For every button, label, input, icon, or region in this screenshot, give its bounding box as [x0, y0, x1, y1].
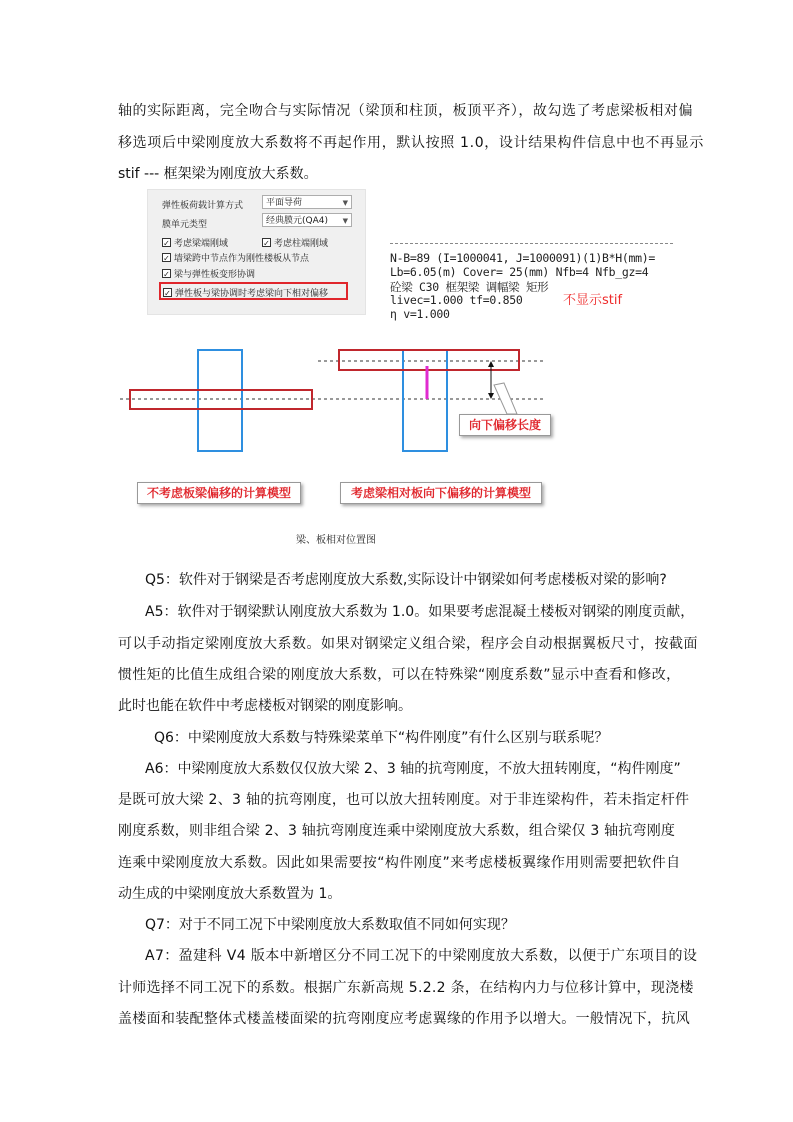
checkbox-label: 考虑柱端刚域: [274, 239, 329, 249]
checkmark-icon: ✓: [263, 239, 270, 248]
checkbox-label: 弹性板与梁协调时考虑梁向下相对偏移: [175, 289, 329, 299]
result-line-4: livec=1.000 tf=0.850: [390, 293, 523, 307]
load-mode-select[interactable]: [262, 195, 352, 209]
a7-line-2: 计师选择不同工况下的系数。根据广东新高规 5.2.2 条，在结构内力与位移计算中，现浇楼: [118, 980, 694, 996]
checkmark-icon: ✓: [163, 239, 170, 248]
load-mode-label: 弹性板荷载计算方式: [162, 201, 244, 211]
model-label-right: 考虑梁相对板向下偏移的计算模型: [340, 482, 542, 504]
checkmark-icon: ✓: [163, 254, 170, 263]
q6-line: Q6：中梁刚度放大系数与特殊梁菜单下“构件刚度”有什么区别与联系呢？: [154, 730, 609, 746]
beam-left: [130, 390, 312, 409]
element-type-label: 膜单元类型: [162, 220, 208, 230]
result-line-1: N-B=89 (I=1000041, J=1000091)(1)B*H(mm)=: [390, 251, 655, 265]
element-type-value: 经典膜元(QA4): [266, 216, 328, 226]
a7-line-1: A7：盈建科 V4 版本中新增区分不同工况下的中梁刚度放大系数，以便于广东项目的设: [145, 948, 698, 964]
checkbox-column-end-rigid[interactable]: [262, 236, 328, 249]
checkbox-label: 考虑梁端刚域: [174, 239, 229, 249]
callout-pointer: [494, 383, 517, 414]
a7-line-3: 盖楼面和装配整体式楼盖楼面梁的抗弯刚度应考虑翼缘的作用予以增大。一般情况下，抗风: [118, 1011, 690, 1027]
element-type-select[interactable]: [262, 213, 352, 227]
chevron-down-icon: ▼: [342, 217, 348, 225]
intro-line-1: 轴的实际距离，完全吻合与实际情况（梁顶和柱顶，板顶平齐），故勾选了考虑梁板相对偏: [118, 103, 693, 119]
figure-caption: 梁、板相对位置图: [296, 535, 376, 546]
no-stif-note: 不显示stif: [563, 293, 623, 308]
load-mode-value: 平面导荷: [266, 198, 303, 208]
checkbox-label: 梁与弹性板变形协调: [174, 270, 256, 280]
checkbox-beam-end-rigid[interactable]: [162, 236, 228, 249]
chevron-down-icon: ▼: [342, 199, 348, 207]
column-right: [403, 350, 447, 451]
a6-line-1: A6：中梁刚度放大系数仅仅放大梁 2、3 轴的抗弯刚度，不放大扭转刚度，“构件刚度”: [145, 761, 681, 777]
offset-length-label: 向下偏移长度: [459, 414, 551, 436]
checkbox-label: 墙梁跨中节点作为刚性楼板从节点: [174, 254, 310, 264]
a6-line-4: 连乘中梁刚度放大系数。因此如果需要按“构件刚度”来考虑楼板翼缘作用则需要把软件自: [118, 855, 681, 871]
arrow-down-icon: [488, 393, 494, 399]
a6-line-3: 刚度系数，则非组合梁 2、3 轴抗弯刚度连乘中梁刚度放大系数，组合梁仅 3 轴抗弯刚度: [118, 823, 676, 839]
checkmark-icon: ✓: [164, 289, 171, 298]
q5-line: Q5：软件对于钢梁是否考虑刚度放大系数,实际设计中钢梁如何考虑楼板对梁的影响?: [145, 572, 667, 588]
intro-line-2: 移选项后中梁刚度放大系数将不再起作用，默认按照 1.0，设计结果构件信息中也不再显示: [118, 135, 705, 151]
checkmark-icon: ✓: [163, 270, 170, 279]
result-line-5: η v=1.000: [390, 307, 450, 321]
a5-line-1: A5：软件对于钢梁默认刚度放大系数为 1.0。如果要考虑混凝土楼板对钢梁的刚度贡献，: [145, 604, 695, 620]
a6-line-5: 动生成的中梁刚度放大系数置为 1。: [118, 886, 342, 902]
highlight-frame: [159, 282, 348, 300]
a5-line-2: 可以手动指定梁刚度放大系数。如果对钢梁定义组合梁，程序会自动根据翼板尺寸，按截面: [118, 636, 698, 652]
q7-line: Q7：对于不同工况下中梁刚度放大系数取值不同如何实现？: [145, 917, 515, 933]
arrow-up-icon: [488, 361, 494, 367]
result-line-2: Lb=6.05(m) Cover= 25(mm) Nfb=4 Nfb_gz=4: [390, 265, 649, 279]
a5-line-4: 此时也能在软件中考虑楼板对钢梁的刚度影响。: [118, 698, 412, 714]
checkbox-wall-beam-node[interactable]: [162, 251, 309, 264]
a6-line-2: 是既可放大梁 2、3 轴的抗弯刚度，也可以放大扭转刚度。对于非连梁构件，若未指定杆件: [118, 792, 690, 808]
checkbox-beam-plate-compat[interactable]: [162, 267, 255, 280]
a5-line-3: 惯性矩的比值生成组合梁的刚度放大系数，可以在特殊梁“刚度系数”显示中查看和修改，: [118, 667, 681, 683]
result-line-3: 砼梁 C30 框架梁 调幅梁 矩形: [390, 280, 549, 294]
result-top-rule: [390, 243, 673, 244]
column-left: [198, 350, 242, 451]
model-label-left: 不考虑板梁偏移的计算模型: [137, 482, 301, 504]
beam-right: [339, 350, 519, 370]
intro-line-3: stif --- 框架梁为刚度放大系数。: [118, 166, 318, 182]
